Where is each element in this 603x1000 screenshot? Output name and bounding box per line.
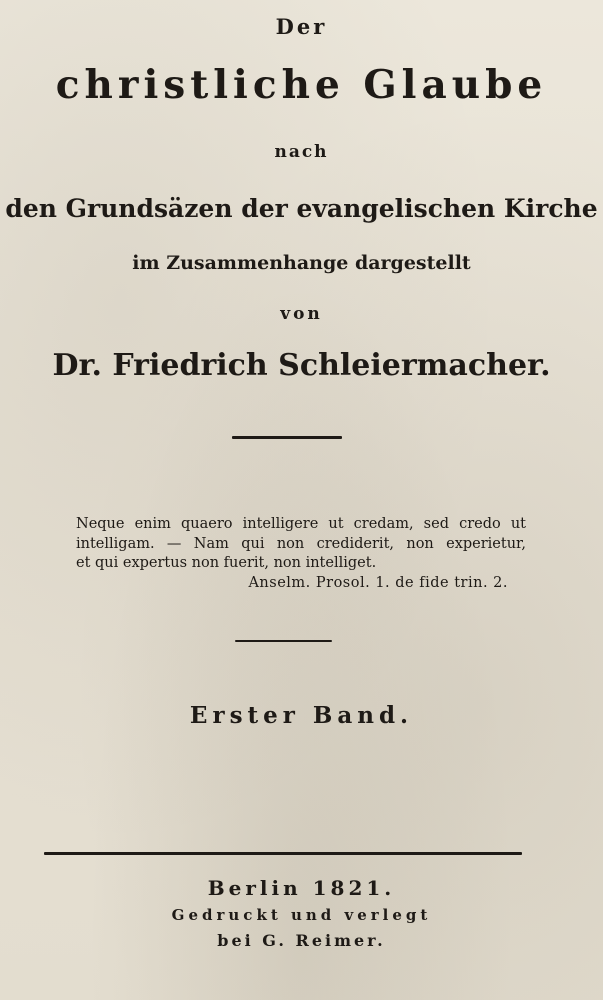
main-title: christliche Glaube <box>55 62 548 108</box>
epigraph-line: intelligam. — Nam qui non crediderit, non experietur, <box>76 535 526 552</box>
divider-rule-top <box>232 436 342 439</box>
epigraph-source: Anselm. Prosol. 1. de fide trin. 2. <box>248 574 508 591</box>
epigraph-line: et qui expertus non fuerit, non intelliget. <box>76 555 377 571</box>
title-preposition: nach <box>274 142 329 162</box>
divider-rule-middle <box>235 640 332 642</box>
divider-rule-bottom <box>44 852 522 855</box>
author-name: Dr. Friedrich Schleiermacher. <box>52 348 551 383</box>
volume-label: Erster Band. <box>189 702 414 729</box>
imprint-publisher: bei G. Reimer. <box>217 931 386 950</box>
epigraph-line: Neque enim quaero intelligere ut credam, sed credo ut <box>76 516 526 532</box>
imprint-place-year: Berlin 1821. <box>207 876 396 900</box>
subtitle-line-2: im Zusammenhange dargestellt <box>132 252 471 274</box>
subtitle-line-1: den Grundsäzen der evangelischen Kirche <box>5 194 598 223</box>
author-by: von <box>280 304 323 324</box>
epigraph <box>76 515 526 593</box>
imprint-printed: Gedruckt und verlegt <box>171 906 432 924</box>
title-article: Der <box>275 14 328 39</box>
